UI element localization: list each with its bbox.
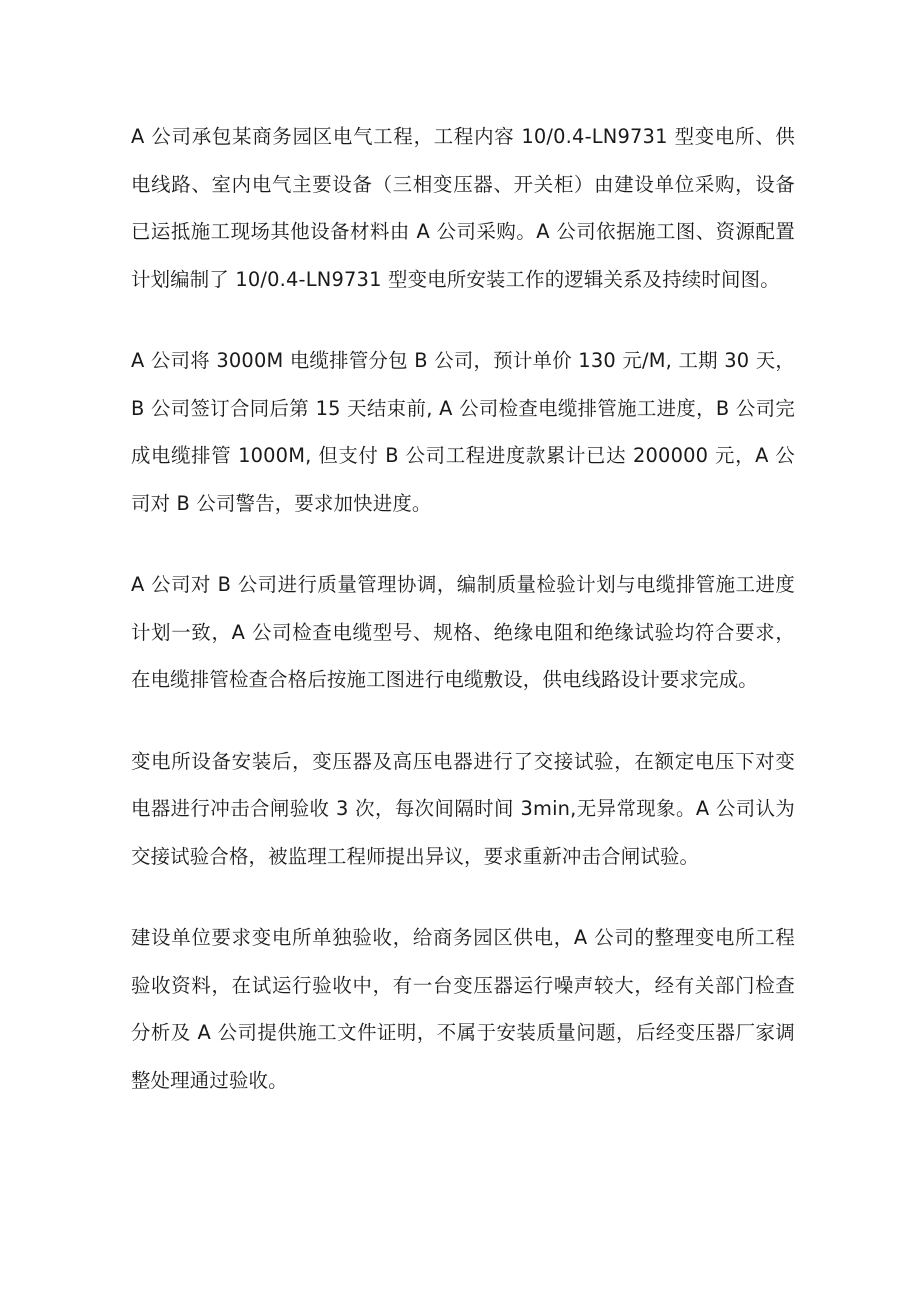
paragraph-subcontract-progress: A 公司将 3000M 电缆排管分包 B 公司，预计单价 130 元/M, 工期 30 天，B 公司签订合同后第 15 天结束前, A 公司检查电缆排管施工进度，B 公司完成电缆排管 1000M, 但支付 B 公司工程进度款累计已达 200000 元，A 公司对 B 公司警告，要求加快进度。 [131, 349, 795, 515]
paragraph-quality-coordination: A 公司对 B 公司进行质量管理协调，编制质量检验计划与电缆排管施工进度计划一致，A 公司检查电缆型号、规格、绝缘电阻和绝缘试验均符合要求，在电缆排管检查合格后按施工图进行电缆敷设，供电线路设计要求完成。 [131, 573, 795, 691]
document-body [131, 113, 795, 1104]
paragraph-acceptance: 建设单位要求变电所单独验收，给商务园区供电，A 公司的整理变电所工程验收资料，在试运行验收中，有一台变压器运行噪声较大，经有关部门检查分析及 A 公司提供施工文件证明，不属于安装质量问题，后经变压器厂家调整处理通过验收。 [131, 926, 795, 1092]
paragraph-handover-test: 变电所设备安装后，变压器及高压电器进行了交接试验，在额定电压下对变电器进行冲击合闸验收 3 次，每次间隔时间 3min,无异常现象。A 公司认为交接试验合格，被监理工程师提出异议，要求重新冲击合闸试验。 [131, 749, 795, 868]
paragraph-project-overview: A 公司承包某商务园区电气工程，工程内容 10/0.4-LN9731 型变电所、供电线路、室内电气主要设备（三相变压器、开关柜）由建设单位采购，设备已运抵施工现场其他设备材料由 A 公司采购。A 公司依据施工图、资源配置计划编制了 10/0.4-LN9731 型变电所安装工作的逻辑关系及持续时间图。 [131, 125, 795, 291]
